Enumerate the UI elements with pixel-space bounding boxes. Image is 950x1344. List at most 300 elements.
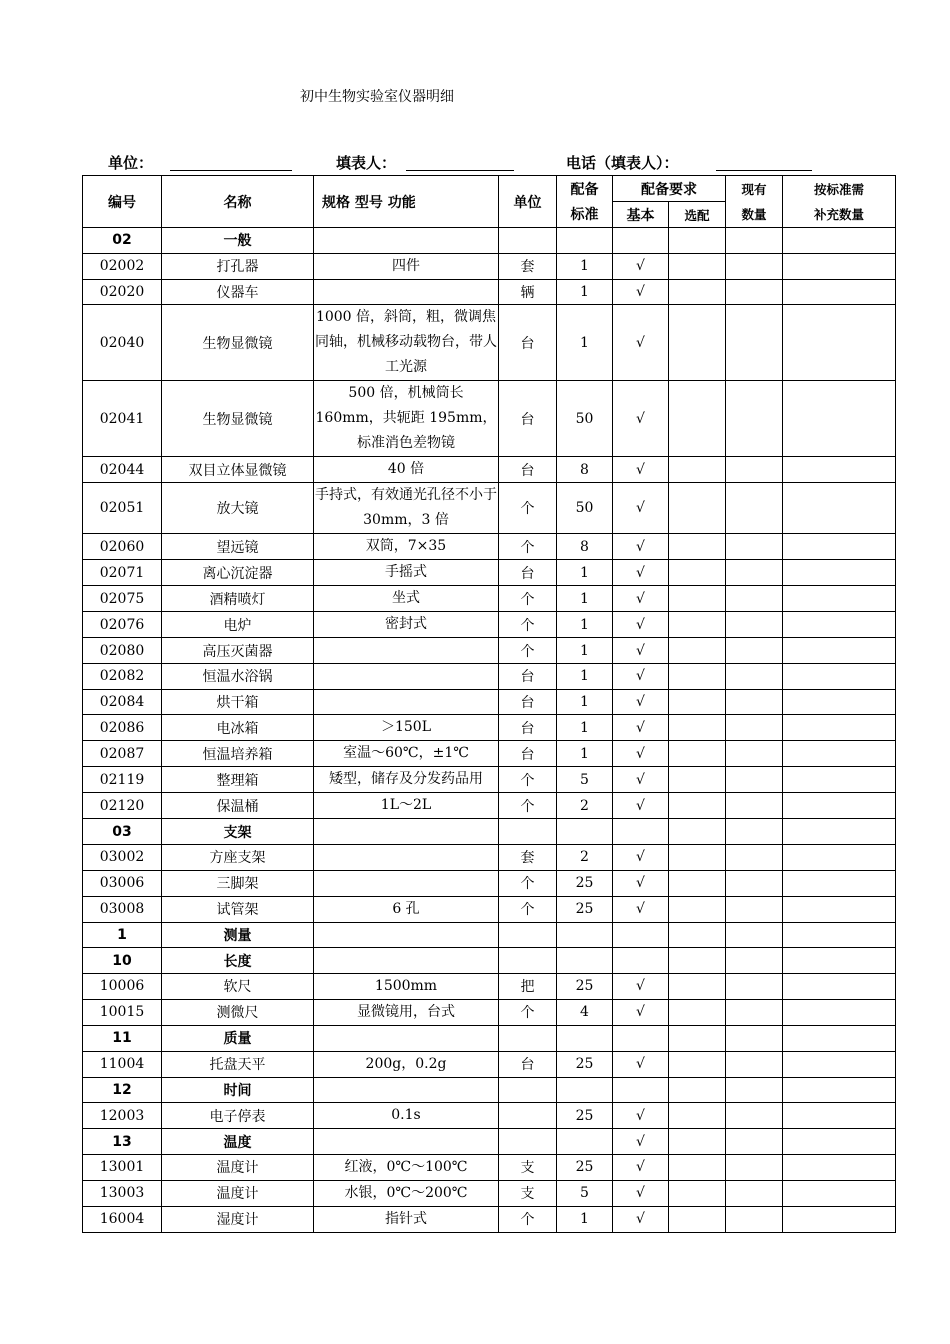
row-unit: 套 [499, 253, 557, 279]
row-optional [669, 1051, 726, 1077]
row-basic-check: √ [613, 279, 669, 305]
row-standard-qty: 1 [557, 689, 613, 715]
row-standard-qty: 25 [557, 1051, 613, 1077]
row-unit: 个 [499, 534, 557, 560]
row-standard-qty: 1 [557, 253, 613, 279]
table-row [83, 1206, 896, 1232]
row-name: 三脚架 [162, 870, 314, 896]
row-spec [314, 819, 499, 845]
row-optional [669, 638, 726, 664]
row-basic-check [613, 228, 669, 254]
row-supplement-qty [783, 1180, 896, 1206]
row-existing-qty [726, 228, 783, 254]
row-name: 生物显微镜 [162, 305, 314, 381]
row-optional [669, 1077, 726, 1103]
header-requirement: 配备要求 [613, 176, 726, 202]
row-standard-qty [557, 1077, 613, 1103]
row-name: 电冰箱 [162, 715, 314, 741]
row-code: 03008 [83, 896, 162, 922]
row-standard-qty: 1 [557, 1206, 613, 1232]
row-existing-qty [726, 767, 783, 793]
row-spec: 密封式 [314, 612, 499, 638]
row-existing-qty [726, 560, 783, 586]
phone-label: 电话（填表人）： [566, 154, 679, 172]
row-supplement-qty [783, 560, 896, 586]
row-name: 湿度计 [162, 1206, 314, 1232]
row-standard-qty [557, 922, 613, 948]
row-spec [314, 1077, 499, 1103]
row-name: 烘干箱 [162, 689, 314, 715]
row-unit: 个 [499, 1206, 557, 1232]
row-standard-qty: 2 [557, 845, 613, 871]
row-name: 质量 [162, 1025, 314, 1051]
row-supplement-qty [783, 1206, 896, 1232]
row-standard-qty: 1 [557, 741, 613, 767]
row-name: 恒温水浴锅 [162, 664, 314, 690]
row-name: 时间 [162, 1077, 314, 1103]
row-supplement-qty [783, 973, 896, 999]
table-row [83, 973, 896, 999]
row-existing-qty [726, 896, 783, 922]
row-optional [669, 483, 726, 534]
row-existing-qty [726, 457, 783, 483]
row-code: 10015 [83, 999, 162, 1025]
row-unit: 台 [499, 457, 557, 483]
row-standard-qty [557, 228, 613, 254]
row-basic-check [613, 948, 669, 974]
row-name: 温度计 [162, 1180, 314, 1206]
row-unit: 台 [499, 715, 557, 741]
row-name: 打孔器 [162, 253, 314, 279]
row-unit [499, 948, 557, 974]
row-unit [499, 922, 557, 948]
row-existing-qty [726, 664, 783, 690]
row-standard-qty [557, 1129, 613, 1155]
row-optional [669, 819, 726, 845]
row-unit: 支 [499, 1154, 557, 1180]
row-spec: 40 倍 [314, 457, 499, 483]
row-existing-qty [726, 999, 783, 1025]
row-optional [669, 999, 726, 1025]
row-basic-check: √ [613, 560, 669, 586]
row-name: 温度计 [162, 1154, 314, 1180]
row-code: 02051 [83, 483, 162, 534]
row-optional [669, 1180, 726, 1206]
row-spec [314, 689, 499, 715]
row-existing-qty [726, 1103, 783, 1129]
row-code: 02040 [83, 305, 162, 381]
row-supplement-qty [783, 279, 896, 305]
row-existing-qty [726, 922, 783, 948]
row-supplement-qty [783, 845, 896, 871]
row-spec: 500 倍，机械筒长 160mm，共轭距 195mm，标准消色差物镜 [314, 381, 499, 457]
row-optional [669, 228, 726, 254]
row-optional [669, 1154, 726, 1180]
row-unit [499, 228, 557, 254]
row-spec: 1L～2L [314, 793, 499, 819]
phone-field[interactable] [716, 170, 812, 171]
row-name: 试管架 [162, 896, 314, 922]
table-row [83, 793, 896, 819]
row-spec: 6 孔 [314, 896, 499, 922]
row-basic-check: √ [613, 1180, 669, 1206]
row-name: 放大镜 [162, 483, 314, 534]
row-optional [669, 741, 726, 767]
row-code: 13003 [83, 1180, 162, 1206]
table-row [83, 845, 896, 871]
row-standard-qty: 25 [557, 896, 613, 922]
row-basic-check: √ [613, 767, 669, 793]
row-supplement-qty [783, 715, 896, 741]
row-basic-check: √ [613, 1051, 669, 1077]
row-supplement-qty [783, 689, 896, 715]
row-spec: 红液，0℃～100℃ [314, 1154, 499, 1180]
row-basic-check: √ [613, 664, 669, 690]
row-unit: 个 [499, 870, 557, 896]
row-unit [499, 1129, 557, 1155]
row-code: 13 [83, 1129, 162, 1155]
row-supplement-qty [783, 228, 896, 254]
row-optional [669, 845, 726, 871]
row-unit: 把 [499, 973, 557, 999]
row-spec: 室温～60℃，±1℃ [314, 741, 499, 767]
row-supplement-qty [783, 896, 896, 922]
row-spec [314, 922, 499, 948]
row-name: 仪器车 [162, 279, 314, 305]
row-supplement-qty [783, 870, 896, 896]
row-existing-qty [726, 279, 783, 305]
row-basic-check [613, 819, 669, 845]
row-optional [669, 253, 726, 279]
table-row [83, 586, 896, 612]
table-row [83, 457, 896, 483]
row-name: 恒温培养箱 [162, 741, 314, 767]
row-supplement-qty [783, 1154, 896, 1180]
category-row [83, 1025, 896, 1051]
row-basic-check: √ [613, 612, 669, 638]
row-basic-check: √ [613, 1206, 669, 1232]
table-row [83, 253, 896, 279]
row-supplement-qty [783, 638, 896, 664]
form-fields [108, 152, 908, 174]
row-basic-check: √ [613, 845, 669, 871]
row-basic-check: √ [613, 586, 669, 612]
table-row [83, 870, 896, 896]
row-unit: 台 [499, 305, 557, 381]
row-supplement-qty [783, 999, 896, 1025]
row-unit: 台 [499, 381, 557, 457]
row-supplement-qty [783, 457, 896, 483]
row-unit: 台 [499, 689, 557, 715]
header-existing-top: 现有 [726, 176, 783, 202]
row-optional [669, 922, 726, 948]
row-unit: 个 [499, 612, 557, 638]
row-supplement-qty [783, 253, 896, 279]
row-optional [669, 1129, 726, 1155]
row-spec: 200g，0.2g [314, 1051, 499, 1077]
row-code: 03002 [83, 845, 162, 871]
row-unit: 个 [499, 793, 557, 819]
table-row [83, 999, 896, 1025]
row-code: 12 [83, 1077, 162, 1103]
row-existing-qty [726, 1154, 783, 1180]
row-existing-qty [726, 870, 783, 896]
table-header [83, 176, 896, 228]
row-unit: 台 [499, 560, 557, 586]
row-basic-check [613, 1077, 669, 1103]
table-row [83, 1051, 896, 1077]
row-code: 02082 [83, 664, 162, 690]
row-basic-check: √ [613, 870, 669, 896]
row-existing-qty [726, 1077, 783, 1103]
row-optional [669, 664, 726, 690]
row-code: 02075 [83, 586, 162, 612]
header-name: 名称 [162, 176, 314, 228]
row-spec [314, 870, 499, 896]
table-row [83, 741, 896, 767]
row-standard-qty: 1 [557, 279, 613, 305]
row-standard-qty: 1 [557, 586, 613, 612]
row-existing-qty [726, 948, 783, 974]
filler-label: 填表人： [336, 154, 397, 172]
row-optional [669, 1025, 726, 1051]
row-code: 13001 [83, 1154, 162, 1180]
table-row [83, 896, 896, 922]
row-supplement-qty [783, 922, 896, 948]
row-basic-check: √ [613, 534, 669, 560]
row-spec: ＞150L [314, 715, 499, 741]
table-row [83, 1180, 896, 1206]
filler-field[interactable] [406, 170, 514, 171]
row-unit: 个 [499, 586, 557, 612]
row-name: 离心沉淀器 [162, 560, 314, 586]
row-name: 测微尺 [162, 999, 314, 1025]
row-unit: 台 [499, 1051, 557, 1077]
row-unit: 个 [499, 999, 557, 1025]
header-supplement-bottom: 补充数量 [783, 202, 896, 228]
row-spec [314, 228, 499, 254]
row-supplement-qty [783, 1129, 896, 1155]
row-spec [314, 948, 499, 974]
row-standard-qty: 1 [557, 305, 613, 381]
header-code: 编号 [83, 176, 162, 228]
row-existing-qty [726, 586, 783, 612]
row-basic-check: √ [613, 483, 669, 534]
row-standard-qty: 25 [557, 1154, 613, 1180]
table-row [83, 381, 896, 457]
row-existing-qty [726, 381, 783, 457]
row-standard-qty: 8 [557, 534, 613, 560]
row-spec [314, 845, 499, 871]
category-row [83, 922, 896, 948]
row-code: 02120 [83, 793, 162, 819]
equipment-table [82, 175, 896, 1233]
row-name: 一般 [162, 228, 314, 254]
row-name: 长度 [162, 948, 314, 974]
row-code: 03006 [83, 870, 162, 896]
row-supplement-qty [783, 305, 896, 381]
row-spec: 双筒，7×35 [314, 534, 499, 560]
row-supplement-qty [783, 534, 896, 560]
row-name: 整理箱 [162, 767, 314, 793]
row-standard-qty: 8 [557, 457, 613, 483]
unit-field[interactable] [170, 170, 292, 171]
row-code: 03 [83, 819, 162, 845]
table-row [83, 534, 896, 560]
header-optional: 选配 [669, 202, 726, 228]
row-optional [669, 534, 726, 560]
row-optional [669, 896, 726, 922]
row-code: 10006 [83, 973, 162, 999]
category-row [83, 1129, 896, 1155]
row-spec [314, 638, 499, 664]
row-code: 11 [83, 1025, 162, 1051]
header-spec: 规格 型号 功能 [314, 176, 499, 228]
page-title: 初中生物实验室仪器明细 [300, 89, 454, 105]
row-spec [314, 279, 499, 305]
table-row [83, 689, 896, 715]
row-name: 电子停表 [162, 1103, 314, 1129]
row-existing-qty [726, 253, 783, 279]
row-supplement-qty [783, 381, 896, 457]
header-basic: 基本 [613, 202, 669, 228]
row-optional [669, 767, 726, 793]
row-unit [499, 1103, 557, 1129]
table-row [83, 767, 896, 793]
row-code: 02086 [83, 715, 162, 741]
table-row [83, 612, 896, 638]
row-name: 温度 [162, 1129, 314, 1155]
row-existing-qty [726, 715, 783, 741]
row-spec [314, 1025, 499, 1051]
row-unit: 支 [499, 1180, 557, 1206]
row-spec: 1500mm [314, 973, 499, 999]
row-spec: 1000 倍，斜筒，粗，微调焦同轴，机械移动载物台，带人工光源 [314, 305, 499, 381]
row-optional [669, 279, 726, 305]
row-standard-qty: 50 [557, 483, 613, 534]
table-row [83, 560, 896, 586]
table-row [83, 664, 896, 690]
row-code: 11004 [83, 1051, 162, 1077]
row-existing-qty [726, 741, 783, 767]
row-existing-qty [726, 1129, 783, 1155]
row-optional [669, 948, 726, 974]
row-unit: 个 [499, 896, 557, 922]
table-row [83, 1154, 896, 1180]
row-code: 12003 [83, 1103, 162, 1129]
row-spec: 水银，0℃～200℃ [314, 1180, 499, 1206]
row-existing-qty [726, 1025, 783, 1051]
row-optional [669, 457, 726, 483]
row-supplement-qty [783, 1077, 896, 1103]
row-code: 02076 [83, 612, 162, 638]
row-unit [499, 1077, 557, 1103]
row-name: 保温桶 [162, 793, 314, 819]
row-standard-qty: 25 [557, 1103, 613, 1129]
row-standard-qty: 1 [557, 560, 613, 586]
row-optional [669, 1206, 726, 1232]
header-unit: 单位 [499, 176, 557, 228]
row-code: 02071 [83, 560, 162, 586]
row-optional [669, 381, 726, 457]
row-spec: 坐式 [314, 586, 499, 612]
row-spec: 手摇式 [314, 560, 499, 586]
row-name: 高压灭菌器 [162, 638, 314, 664]
row-supplement-qty [783, 819, 896, 845]
row-code: 02020 [83, 279, 162, 305]
row-standard-qty [557, 948, 613, 974]
row-basic-check: √ [613, 741, 669, 767]
row-spec: 显微镜用，台式 [314, 999, 499, 1025]
row-existing-qty [726, 793, 783, 819]
row-spec [314, 664, 499, 690]
row-optional [669, 715, 726, 741]
row-standard-qty: 4 [557, 999, 613, 1025]
row-unit: 个 [499, 767, 557, 793]
table-row [83, 279, 896, 305]
row-basic-check: √ [613, 457, 669, 483]
category-row [83, 228, 896, 254]
header-standard-bottom: 标准 [557, 202, 613, 228]
row-supplement-qty [783, 1025, 896, 1051]
row-unit: 套 [499, 845, 557, 871]
row-code: 16004 [83, 1206, 162, 1232]
row-code: 02119 [83, 767, 162, 793]
table-row [83, 1103, 896, 1129]
row-existing-qty [726, 973, 783, 999]
row-spec: 0.1s [314, 1103, 499, 1129]
row-standard-qty: 5 [557, 767, 613, 793]
row-basic-check: √ [613, 973, 669, 999]
category-row [83, 1077, 896, 1103]
row-optional [669, 870, 726, 896]
row-existing-qty [726, 1051, 783, 1077]
row-standard-qty: 5 [557, 1180, 613, 1206]
row-basic-check: √ [613, 715, 669, 741]
row-basic-check: √ [613, 1129, 669, 1155]
row-name: 酒精喷灯 [162, 586, 314, 612]
row-code: 02084 [83, 689, 162, 715]
row-supplement-qty [783, 1103, 896, 1129]
row-code: 1 [83, 922, 162, 948]
row-spec: 指针式 [314, 1206, 499, 1232]
row-unit: 个 [499, 638, 557, 664]
row-optional [669, 560, 726, 586]
row-standard-qty: 50 [557, 381, 613, 457]
row-code: 02087 [83, 741, 162, 767]
row-name: 双目立体显微镜 [162, 457, 314, 483]
table-row [83, 715, 896, 741]
row-basic-check [613, 1025, 669, 1051]
row-basic-check: √ [613, 1103, 669, 1129]
row-basic-check: √ [613, 689, 669, 715]
unit-label: 单位： [108, 154, 154, 172]
row-unit: 台 [499, 741, 557, 767]
row-name: 望远镜 [162, 534, 314, 560]
row-basic-check: √ [613, 638, 669, 664]
row-spec: 四件 [314, 253, 499, 279]
row-existing-qty [726, 689, 783, 715]
row-basic-check: √ [613, 1154, 669, 1180]
row-spec: 矮型，储存及分发药品用 [314, 767, 499, 793]
row-optional [669, 305, 726, 381]
row-code: 02002 [83, 253, 162, 279]
row-name: 测量 [162, 922, 314, 948]
row-unit: 台 [499, 664, 557, 690]
row-unit [499, 1025, 557, 1051]
row-basic-check: √ [613, 381, 669, 457]
table-row [83, 483, 896, 534]
